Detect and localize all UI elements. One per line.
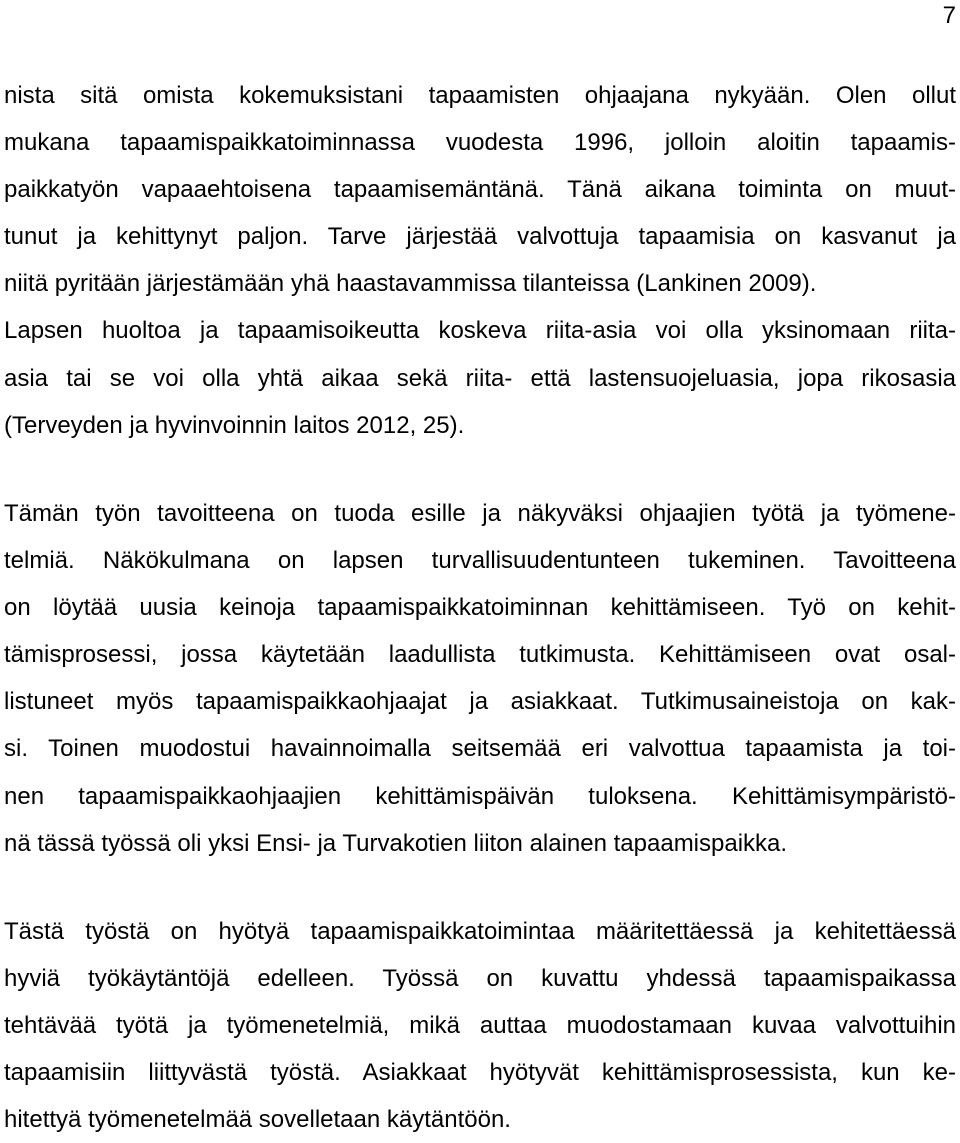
text-line: si. Toinen muodostui havainnoimalla seitsemää eri valvottua tapaamista ja toi- xyxy=(4,735,956,763)
text-line: Lapsen huoltoa ja tapaamisoikeutta koskeva riita-asia voi olla yksinomaan riita- xyxy=(4,317,956,345)
text-line: tämisprosessi, jossa käytetään laadullista tutkimusta. Kehittämiseen ovat osal- xyxy=(4,641,956,669)
text-line: Tästä työstä on hyötyä tapaamispaikkatoimintaa määritettäessä ja kehitettäessä xyxy=(4,918,956,945)
paragraph-3 xyxy=(4,908,956,1143)
text-line: (Terveyden ja hyvinvoinnin laitos 2012, 25). xyxy=(4,411,465,439)
text-line: hitettyä työmenetelmää sovelletaan käytäntöön. xyxy=(4,1106,511,1134)
text-line: tehtävää työtä ja työmenetelmiä, mikä auttaa muodostamaan kuvaa valvottuihin xyxy=(4,1012,956,1040)
text-line: nä tässä työssä oli yksi Ensi- ja Turvakotien liiton alainen tapaamispaikka. xyxy=(4,829,788,857)
text-line: paikkatyön vapaaehtoisena tapaamisemäntänä. Tänä aikana toiminta on muut- xyxy=(4,176,956,204)
text-line: on löytää uusia keinoja tapaamispaikkatoiminnan kehittämiseen. Työ on kehit- xyxy=(4,594,956,622)
text-line: nista sitä omista kokemuksistani tapaamisten ohjaajana nykyään. Olen ollut xyxy=(4,82,956,109)
text-line: mukana tapaamispaikkatoiminnassa vuodesta 1996, jolloin aloitin tapaamis- xyxy=(4,129,956,157)
text-line: nen tapaamispaikkaohjaajien kehittämispäivän tuloksena. Kehittämisympäristö- xyxy=(4,782,956,810)
text-line: telmiä. Näkökulmana on lapsen turvallisuudentunteen tukeminen. Tavoitteena xyxy=(4,547,956,575)
paragraph-1 xyxy=(4,72,956,449)
text-line: listuneet myös tapaamispaikkaohjaajat ja asiakkaat. Tutkimusaineistoja on kak- xyxy=(4,688,956,716)
text-line: tunut ja kehittynyt paljon. Tarve järjestää valvottuja tapaamisia on kasvanut ja xyxy=(4,223,956,251)
text-line: tapaamisiin liittyvästä työstä. Asiakkaat hyötyvät kehittämisprosessista, kun ke- xyxy=(4,1059,956,1087)
text-line: Tämän työn tavoitteena on tuoda esille ja näkyväksi ohjaajien työtä ja työmene- xyxy=(4,500,956,527)
page-number: 7 xyxy=(942,2,956,29)
paragraph-2 xyxy=(4,490,956,867)
text-line: niitä pyritään järjestämään yhä haastavammissa tilanteissa (Lankinen 2009). xyxy=(4,270,817,298)
text-line: hyviä työkäytäntöjä edelleen. Työssä on kuvattu yhdessä tapaamispaikassa xyxy=(4,965,956,993)
text-line: asia tai se voi olla yhtä aikaa sekä riita- että lastensuojeluasia, jopa rikosasia xyxy=(4,364,956,392)
